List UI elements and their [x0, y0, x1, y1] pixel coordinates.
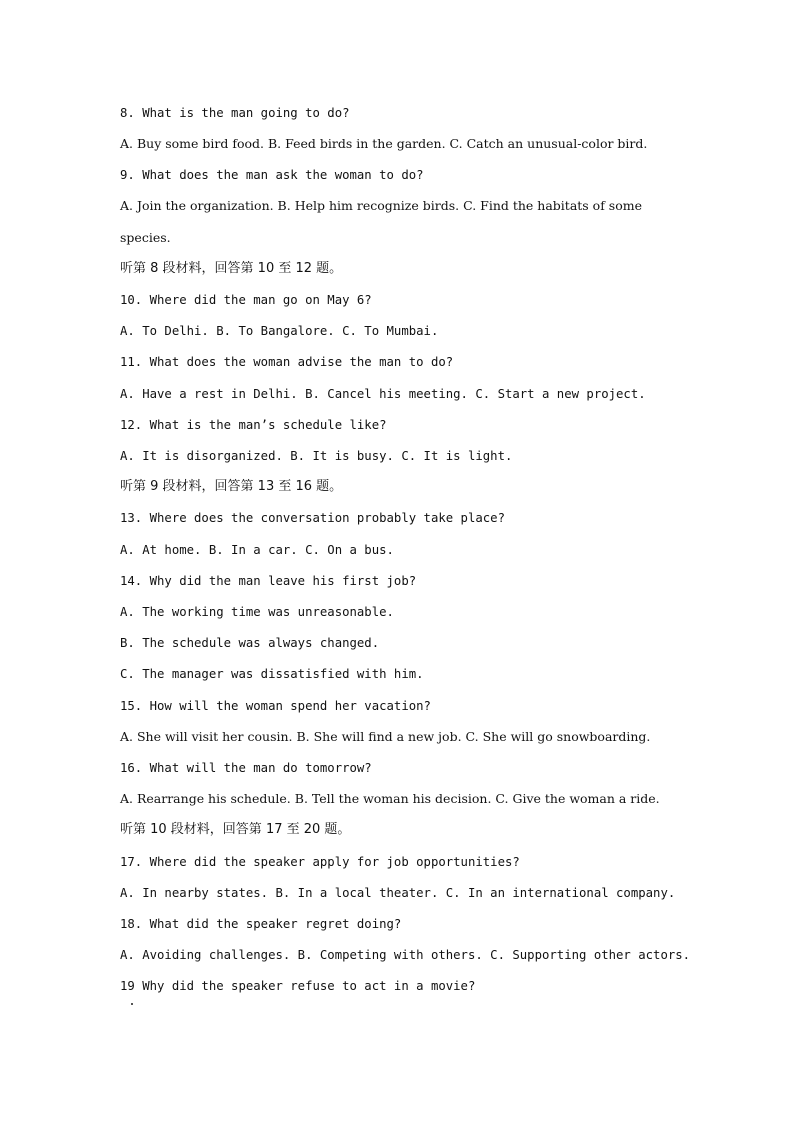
- question-18-options: A. Avoiding challenges. B. Competing with others. C. Supporting other actors.: [120, 948, 691, 962]
- question-17-options: A. In nearby states. B. In a local theater. C. In an international company.: [120, 886, 676, 900]
- section-10-heading: 听第 10 段材料，回答第 17 至 20 题。: [120, 822, 351, 837]
- question-11: 11. What does the woman advise the man to do?: [120, 355, 454, 369]
- question-11-options: A. Have a rest in Delhi. B. Cancel his meeting. C. Start a new project.: [120, 387, 646, 401]
- question-14-option-c: C. The manager was dissatisfied with him.: [120, 667, 424, 681]
- question-15-options: A. She will visit her cousin. B. She will find a new job. C. She will go snowboarding.: [120, 729, 651, 744]
- question-8: 8. What is the man going to do?: [120, 106, 350, 120]
- question-10-options: A. To Delhi. B. To Bangalore. C. To Mumbai.: [120, 324, 439, 338]
- section-9-heading: 听第 9 段材料，回答第 13 至 16 题。: [120, 479, 343, 494]
- section-8-heading: 听第 8 段材料，回答第 10 至 12 题。: [120, 261, 343, 276]
- question-12: 12. What is the man’s schedule like?: [120, 418, 387, 432]
- question-8-options: A. Buy some bird food. B. Feed birds in the garden. C. Catch an unusual-color bird.: [120, 136, 648, 151]
- question-19: 19 Why did the speaker refuse to act in a movie?: [120, 979, 476, 993]
- question-14: 14. Why did the man leave his first job?: [120, 574, 417, 588]
- question-9-options-cont: species.: [120, 230, 171, 245]
- question-12-options: A. It is disorganized. B. It is busy. C. It is light.: [120, 449, 513, 463]
- question-9: 9. What does the man ask the woman to do?: [120, 168, 424, 182]
- question-14-option-a: A. The working time was unreasonable.: [120, 605, 394, 619]
- stray-mark: [131, 1003, 133, 1005]
- question-16: 16. What will the man do tomorrow?: [120, 761, 372, 775]
- question-16-options: A. Rearrange his schedule. B. Tell the woman his decision. C. Give the woman a ride.: [120, 791, 660, 806]
- question-18: 18. What did the speaker regret doing?: [120, 917, 402, 931]
- question-17: 17. Where did the speaker apply for job opportunities?: [120, 855, 520, 869]
- question-9-options: A. Join the organization. B. Help him recognize birds. C. Find the habitats of some: [120, 198, 642, 213]
- question-14-option-b: B. The schedule was always changed.: [120, 636, 380, 650]
- question-10: 10. Where did the man go on May 6?: [120, 293, 372, 307]
- question-13-options: A. At home. B. In a car. C. On a bus.: [120, 543, 394, 557]
- question-13: 13. Where does the conversation probably take place?: [120, 511, 505, 525]
- question-15: 15. How will the woman spend her vacation?: [120, 699, 431, 713]
